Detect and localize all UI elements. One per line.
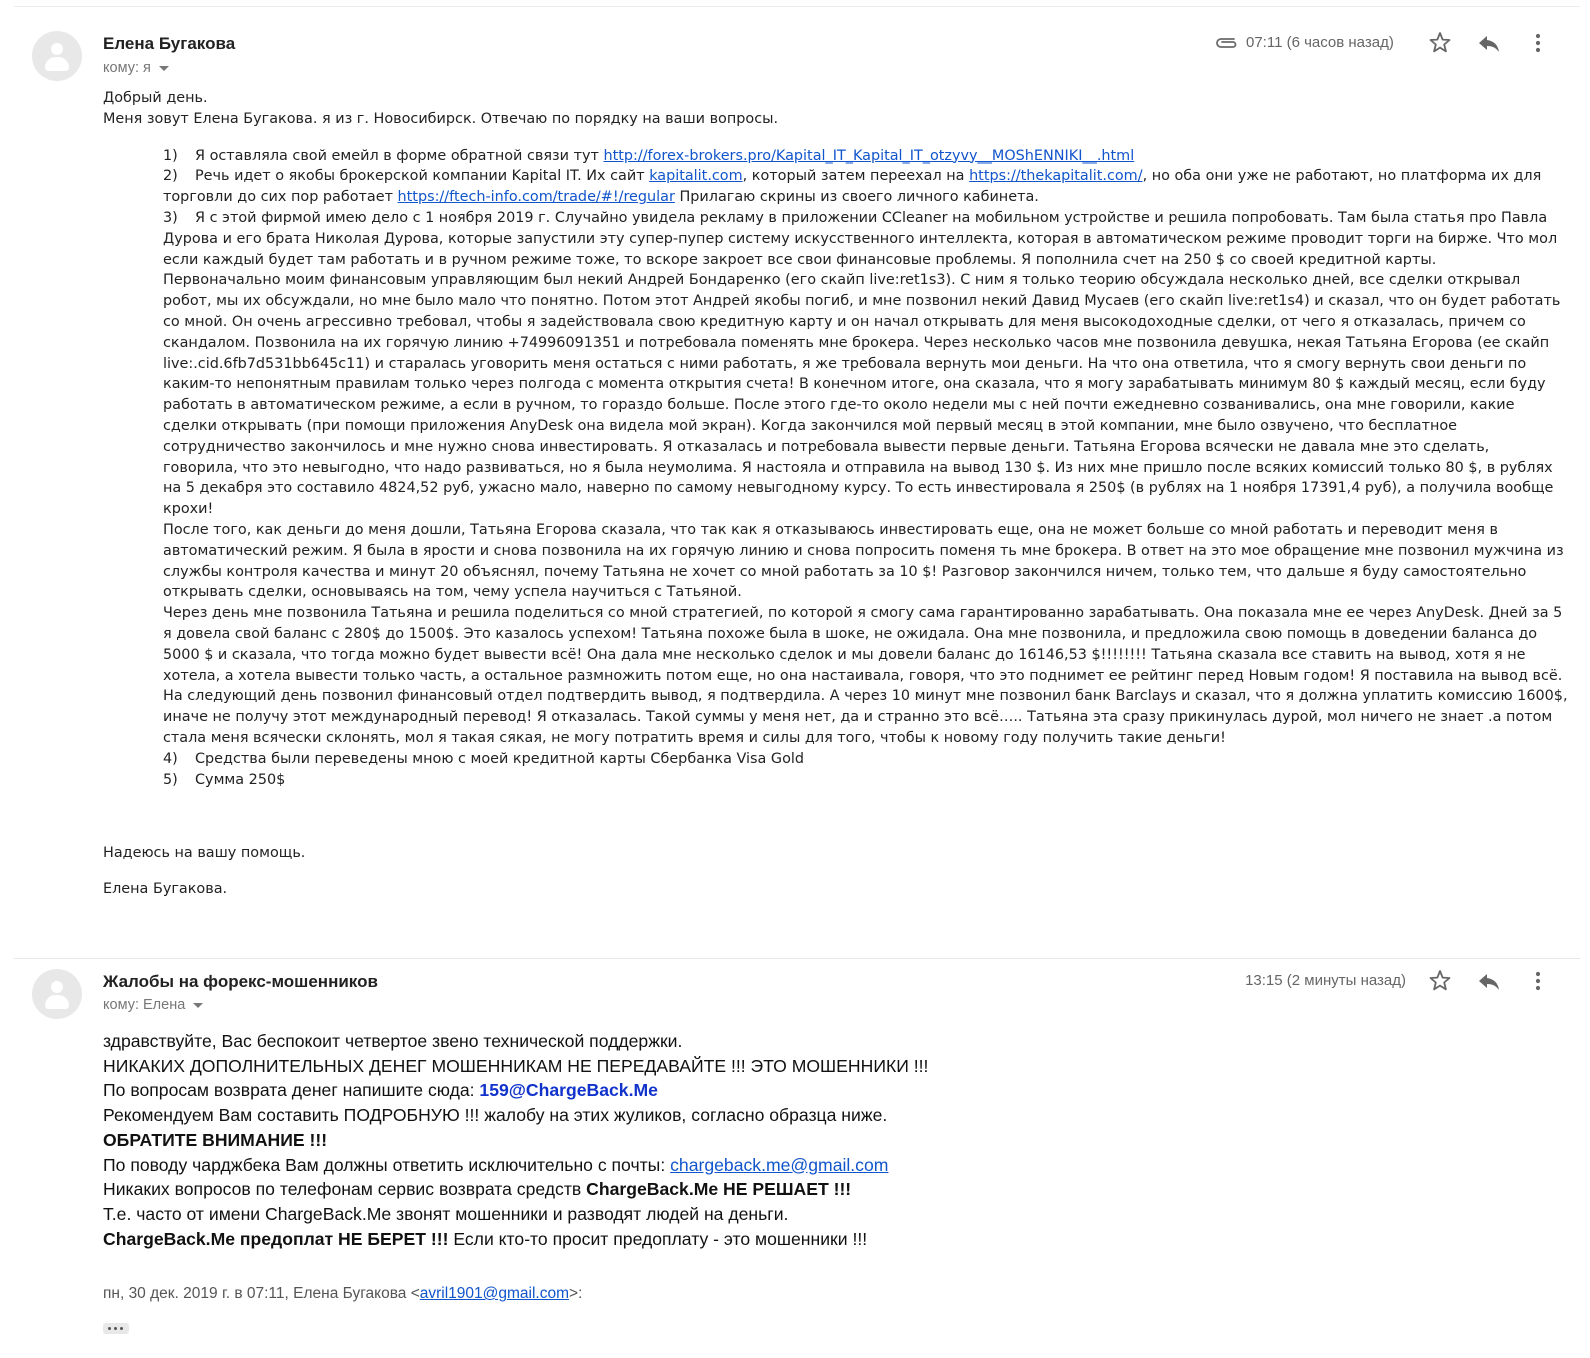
- body-line: По вопросам возврата денег напишите сюда: 159@ChargeBack.Me: [103, 1080, 658, 1101]
- reply-icon[interactable]: [1475, 967, 1503, 995]
- chevron-down-icon[interactable]: [159, 66, 169, 71]
- recipient-label: кому: Елена: [103, 997, 186, 1013]
- message-time: 07:11 (6 часов назад): [1246, 34, 1394, 51]
- body-line: Т.е. часто от имени ChargeBack.Me звонят мошенники и разводят людей на деньги.: [103, 1203, 789, 1224]
- list-paragraph: После того, как деньги до меня дошли, Татьяна Егорова сказала, что так как я отказываюсь инвестировать еще, она не может больше со мной работать и переводит меня в автоматический режим. Я была в ярости и снова позвонила на их горячую линию и снова попросить поменя ть мне брокера. В ответ на это мое обращение мне позвонил мужчина из службы контроля качества и минут 20 объяснял, почему Татьяна не хочет со мной работать за 10 $! Разговор закончился ничем, только тем, что дальше я буду самостоятельно открывать сделки, основываясь на том, чему успела научиться с Татьяной.: [163, 521, 1564, 601]
- list-paragraph: Через день мне позвонила Татьяна и решила поделиться со мной стратегией, по которой я смогу сама гарантированно зарабатывать. Она показала мне ее через AnyDesk. Дней за 5 я довела свой баланс с 280$ до 1500$. Это казалось успехом! Татьяна похоже была в шоке, не ожидала. Она мне позвонила, и предложила свою помощь в доведении баланса до 5000 $ и сказала, что тогда можно будет вывести всё! Она дала мне несколько сделок и мы довели баланс до 16146,53 $!!!!!!!! Татьяна сказала все ставить на вывод, хотя я не хотела, а хотела вывести только часть, а остальное размножить потом еще, но она настаивала, говоря, что это поднимет ее рейтинг перед Новым годом! Я поставила на вывод всё. На следующий день позвонил финансовый отдел подтвердить вывод, я подтвердила. А через 10 минут мне позвонил банк Barclays и сказал, что я должна уплатить комиссию 1600$, иначе не получу этот международный перевод! Я отказалась. Такой суммы у меня нет, да и странно это всё….. Татьяна эта сразу прикинулась дурой, мол ничего не знает .а потом стала меня всячески склонять, мол я такая сякая, не могу потратить время и силы для того, чтобы к новому году получить такие деньги!: [163, 605, 1568, 746]
- body-line: ChargeBack.Me предоплат НЕ БЕРЕТ !!! Если кто-то просит предоплату - это мошенники !!!: [103, 1228, 868, 1249]
- reply-icon[interactable]: [1475, 29, 1503, 57]
- attachment-icon: [1214, 36, 1240, 50]
- list-item: 3) Я с этой фирмой имею дело с 1 ноября 2019 г. Случайно увидела рекламу в приложении CCleaner на мобильном устройстве и решила попробовать. Там была статья про Павла Дурова и его брата Николая Дурова, которые запустили эту супер-пупер систему искусственного интеллекта, которая в автоматическом режиме проводит торги на бирже. Что мол если каждый будет там работать и в ручном режиме тоже, то вскоре закроет все свои финансовые проблемы. Я пополнила счет на 250 $ со своей кредитной карты.: [163, 209, 1558, 268]
- avatar-head: [51, 981, 63, 993]
- body-line: ОБРАТИТЕ ВНИМАНИЕ !!!: [103, 1129, 328, 1150]
- more-vert-icon[interactable]: [1524, 967, 1552, 995]
- avatar[interactable]: [32, 31, 82, 81]
- body-line: Рекомендуем Вам составить ПОДРОБНУЮ !!! жалобу на этих жуликов, согласно образца ниже.: [103, 1105, 888, 1126]
- ellipsis-dot: [120, 1327, 123, 1330]
- star-icon[interactable]: [1426, 29, 1454, 57]
- greeting: Добрый день.: [103, 90, 208, 106]
- chevron-down-icon[interactable]: [193, 1003, 203, 1008]
- message-body: [103, 88, 1568, 790]
- avatar-head: [51, 43, 63, 55]
- message-body: [103, 1029, 928, 1251]
- body-line: здравствуйте, Вас беспокоит четвертое звено технической поддержки.: [103, 1031, 683, 1051]
- message-time: 13:15 (2 минуты назад): [1245, 972, 1406, 989]
- thekapitalit-link[interactable]: https://thekapitalit.com/: [969, 168, 1143, 185]
- show-trimmed-content-button[interactable]: [103, 1323, 129, 1334]
- quote-header: пн, 30 дек. 2019 г. в 07:11, Елена Бугакова <avril1901@gmail.com>:: [103, 1285, 583, 1302]
- ftech-info-link[interactable]: https://ftech-info.com/trade/#!/regular: [397, 189, 675, 206]
- body-line: Никаких вопросов по телефонам сервис возврата средств ChargeBack.Me НЕ РЕШАЕТ !!!: [103, 1179, 852, 1200]
- chargeback-email[interactable]: 159@ChargeBack.Me: [479, 1080, 658, 1101]
- signature: Елена Бугакова.: [103, 881, 228, 897]
- intro: Меня зовут Елена Бугакова. я из г. Новосибирск. Отвечаю по порядку на ваши вопросы.: [103, 110, 779, 127]
- body-line: По поводу чарджбека Вам должны ответить исключительно с почты: chargeback.me@gmail.com: [103, 1154, 889, 1175]
- list-item: 5) Сумма 250$: [163, 771, 286, 788]
- kapitalit-link[interactable]: kapitalit.com: [649, 168, 743, 185]
- list-item: 2) Речь идет о якобы брокерской компании Kapital IT. Их сайт kapitalit.com, который затем переехал на https://thekapitalit.com/, но оба они уже не работают, но платформа их для торговли до сих пор работает https://ftech-info.com/trade/#!/regular Прилагаю скрины из своего личного кабинета.: [163, 168, 1542, 206]
- avatar-body: [45, 57, 69, 71]
- chargeback-gmail-link[interactable]: chargeback.me@gmail.com: [670, 1154, 889, 1175]
- body-line: НИКАКИХ ДОПОЛНИТЕЛЬНЫХ ДЕНЕГ МОШЕННИКАМ НЕ ПЕРЕДАВАЙТЕ !!! ЭТО МОШЕННИКИ !!!: [103, 1055, 929, 1076]
- list-item: 4) Средства были переведены мною с моей кредитной карты Сбербанка Visa Gold: [163, 750, 805, 767]
- avatar-body: [45, 995, 69, 1009]
- recipient-label: кому: я: [103, 60, 151, 76]
- sender-name[interactable]: Жалобы на форекс-мошенников: [103, 972, 378, 991]
- list-item: 1) Я оставляла свой емейл в форме обратной связи тут http://forex-brokers.pro/Kapital_IT_Kapital_IT_otzyvy__MOShENNIKI__.html: [163, 147, 1135, 164]
- ellipsis-dot: [114, 1327, 117, 1330]
- list-paragraph: Первоначально моим финансовым управляющим был некий Андрей Бондаренко (его скайп live:ret1s3). С ним я только теорию обсуждала несколько дней, все сделки открывал робот, мы их обсуждали, но мне было мало что понятно. Потом этот Андрей якобы погиб, и мне позвонил некий Давид Мусаев (его скайп live:ret1s4) и сказал, что он будет работать со мной. Он очень агрессивно требовал, чтобы я задействовала свою кредитную карту и он начал открывать для меня высокодоходные сделки, от чего я отказалась, причем со скандалом. Позвонила на их горячую линию +74996091351 и потребовала поменять мне брокера. Через несколько часов мне позвонила девушка, некая Татьяна Егорова (ее скайп live:.cid.6fb7d531bb645c11) и старалась уговорить меня остаться с ними работать, я же требовала вернуть мои деньги. На что она ответила, что я смогу вернуть свои деньги по каким-то непонятным правилам только через полгода с момента открытия счета! В конечном итоге, она сказала, что я могу зарабатывать минимум 80 $ каждый месяц, если буду работать в автоматическом режиме, а если в ручном, то гораздо больше. После этого где-то около недели мы с ней почти ежедневно созванивались, она мне говорили, какие сделки открывать (при помощи приложения AnyDesk она видела мой экран). Когда закончился мой первый месяц в этой компании, мне было озвучено, что бесплатное сотрудничество закончилось и мне нужно снова инвестировать. Я отказалась и потребовала вывести первые деньги. Татьяна Егорова всячески не давала мне это сделать, говорила, что это невыгодно, что надо развиваться, но я была неумолима. Я настояла и отправила на вывод 130 $. Из них мне пришло после всяких комиссий только 80 $, в рублях на 5 декабря это составило 4824,52 руб, ужасно мало, наверно по самому невыгодному курсу. То есть инвестировала я 250$ (в рублях на 1 ноября 17391,4 руб), а получила вообще крохи!: [163, 272, 1561, 518]
- quote-email-link[interactable]: avril1901@gmail.com: [419, 1285, 570, 1302]
- answer-list: [163, 146, 1568, 791]
- recipient-line[interactable]: [103, 60, 169, 76]
- forex-brokers-link[interactable]: http://forex-brokers.pro/Kapital_IT_Kapital_IT_otzyvy__MOShENNIKI__.html: [603, 147, 1135, 164]
- ellipsis-dot: [108, 1327, 111, 1330]
- avatar[interactable]: [32, 969, 82, 1019]
- sender-name[interactable]: Елена Бугакова: [103, 34, 236, 53]
- closing-line: Надеюсь на вашу помощь.: [103, 845, 306, 861]
- star-icon[interactable]: [1426, 967, 1454, 995]
- more-vert-icon[interactable]: [1524, 29, 1552, 57]
- message-2: [0, 959, 1590, 1358]
- recipient-line[interactable]: [103, 997, 203, 1013]
